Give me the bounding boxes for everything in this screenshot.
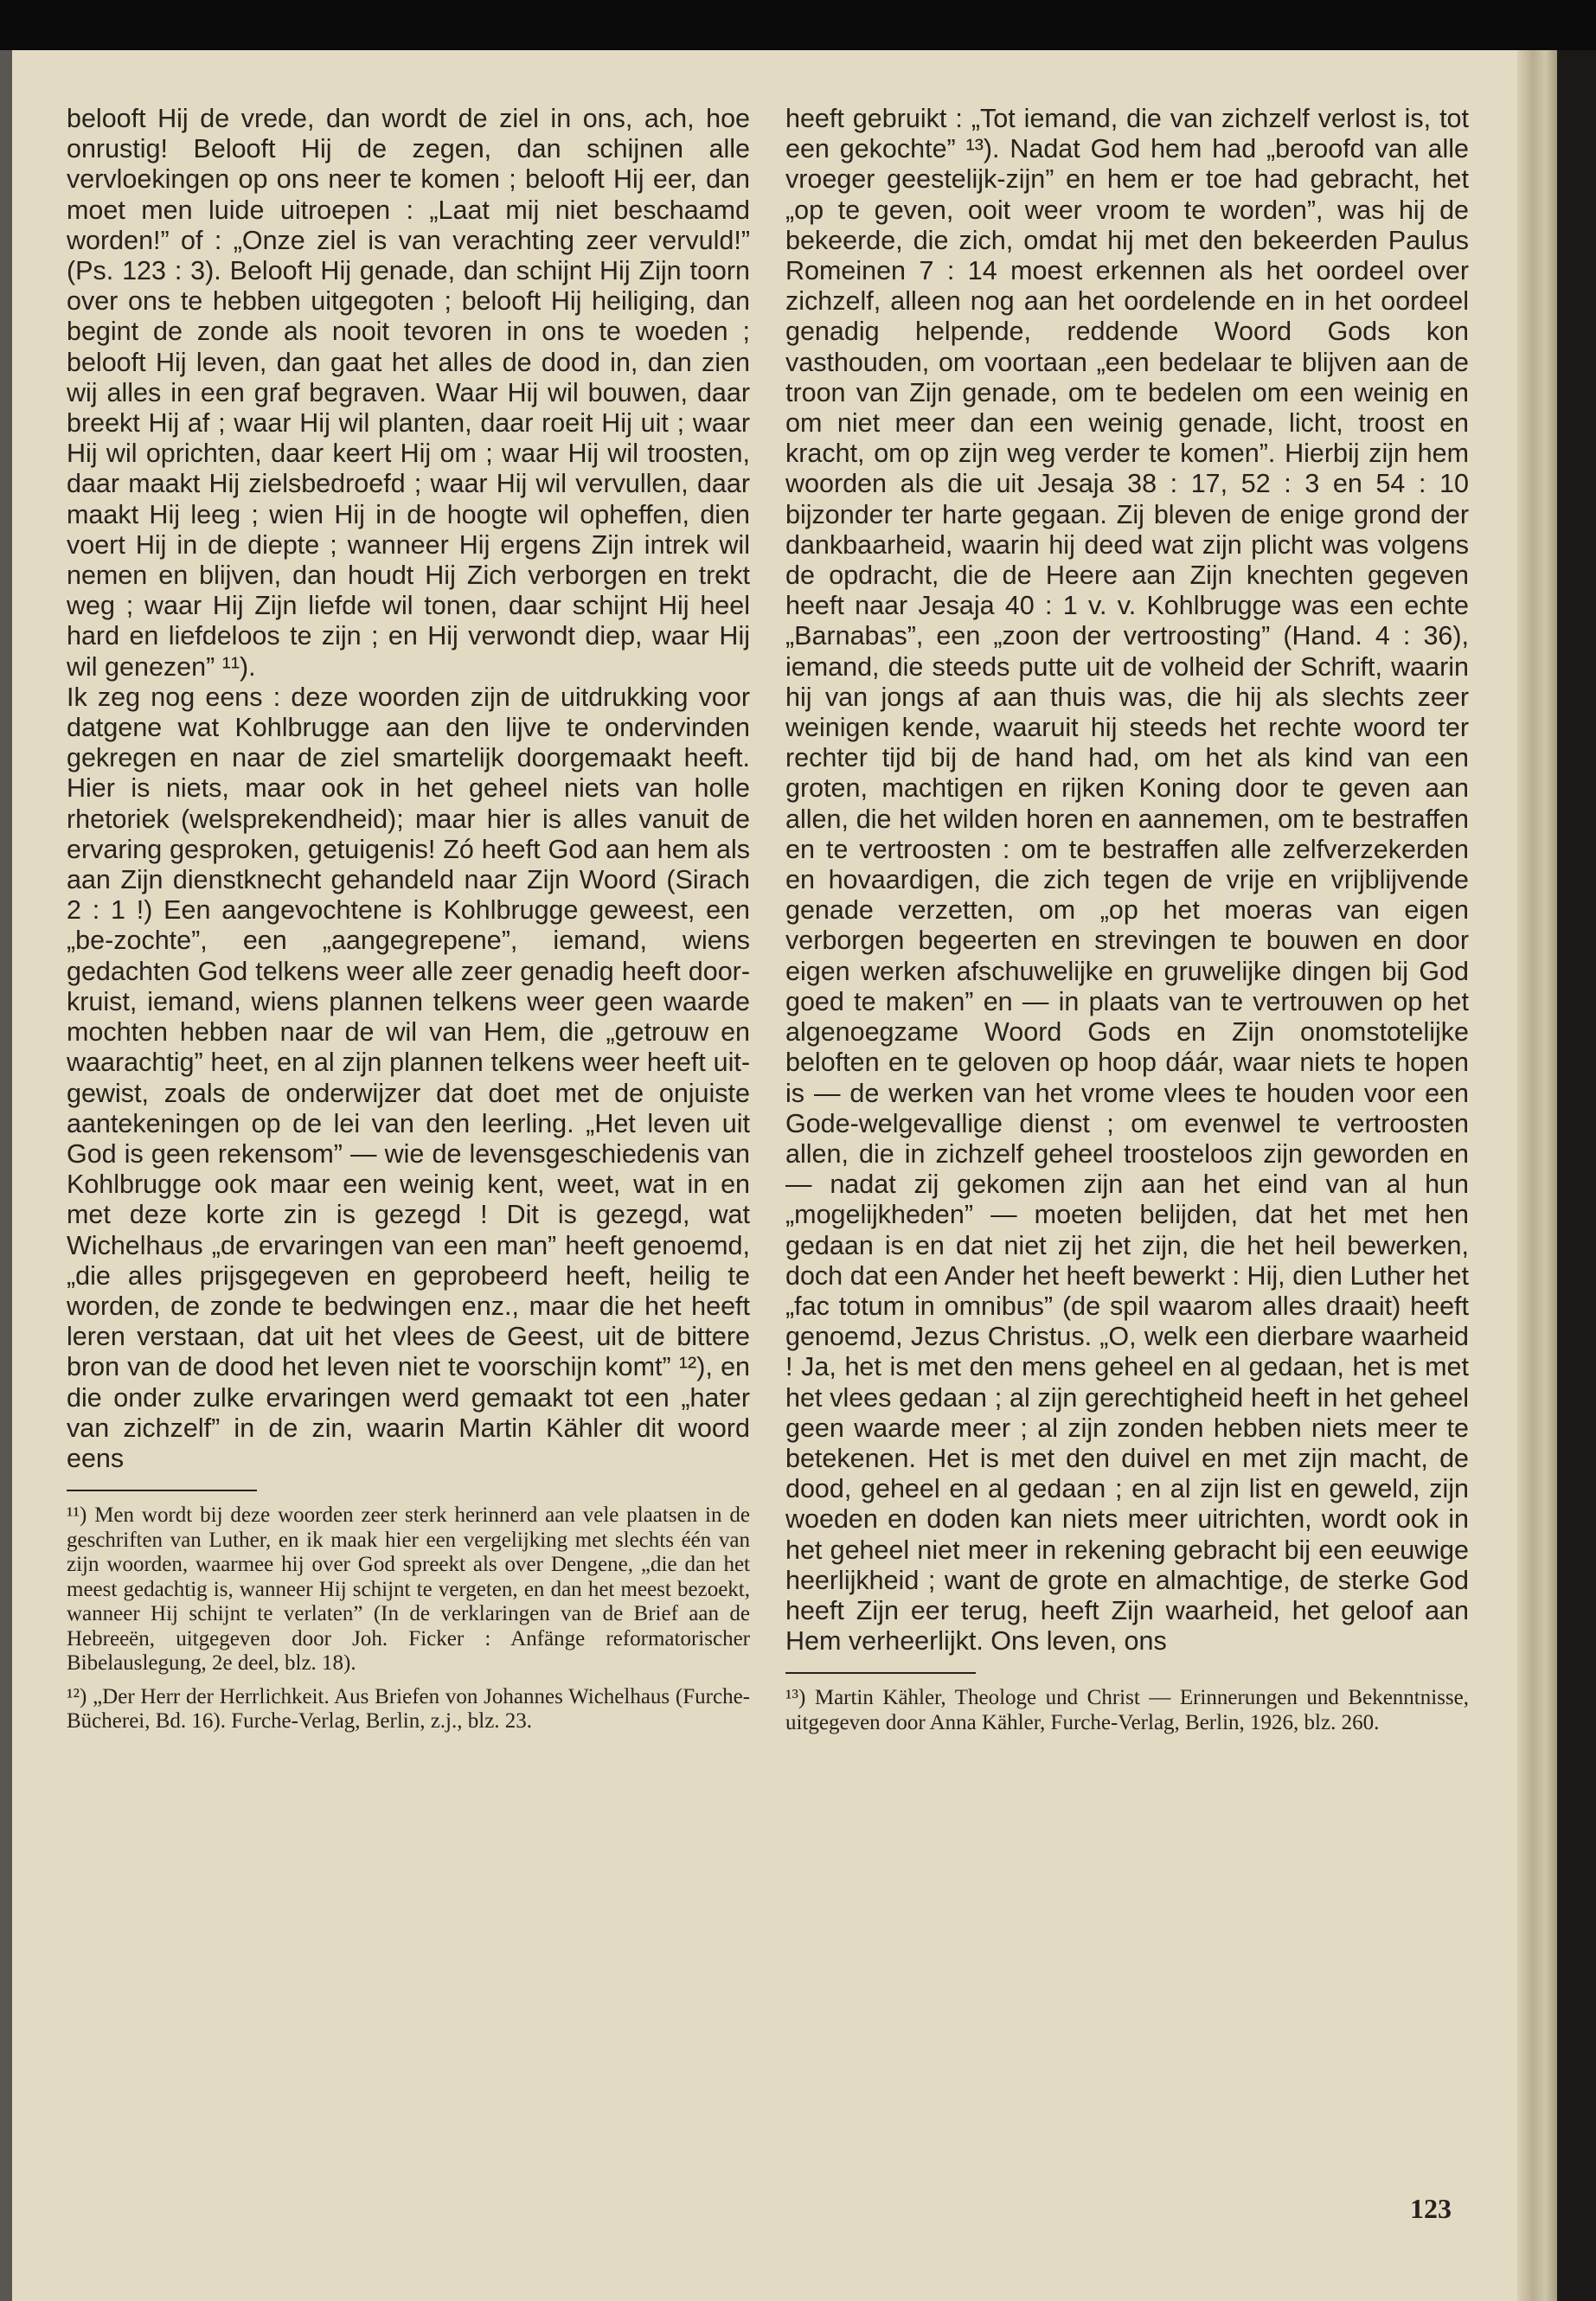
footnote-11: ¹¹) Men wordt bij deze woorden zeer sterk herinnerd aan vele plaatsen in de geschriften van Luther, en ik maak hier een vergelijking met slechts één van zijn woorden, waarmee hij over God spreekt als over Dengene, „die dan het meest gedachtig is, wanneer Hij schijnt te vergeten, en dan het meest bezoekt, wanneer Hij schijnt te verlaten” (In de verklaringen van de Brief aan de Hebreeën, uitgegeven door Joh. Ficker : Anfänge reformatorischer Bibelauslegung, 2e deel, blz. 18). [67,1503,750,1676]
left-paragraph-1: belooft Hij de vrede, dan wordt de ziel in ons, ach, hoe onrustig! Belooft Hij de zegen, dan schijnen alle vervloekingen op ons neer te komen ; belooft Hij eer, dan moet men luide uitroepen : „Laat mij niet beschaamd worden!” of : „Onze ziel is van verachting zeer vervuld!” (Ps. 123 : 3). Belooft Hij genade, dan schijnt Hij Zijn toorn over ons te hebben uitgegoten ; belooft Hij heiliging, dan begint de zonde als nooit tevoren in ons te woeden ; belooft Hij leven, dan gaat het alles de dood in, dan zien wij alles in een graf begraven. Waar Hij wil bouwen, daar breekt Hij af ; waar Hij wil planten, daar roeit Hij uit ; waar Hij wil oprichten, daar keert Hij om ; waar Hij wil troosten, daar maakt Hij zielsbedroefd ; waar Hij wil vervullen, daar maakt Hij leeg ; wien Hij in de hoogte wil opheffen, dien voert Hij in de diepte ; wanneer Hij ergens Zijn intrek wil nemen en blijven, dan houdt Hij Zich verborgen en trekt weg ; waar Hij Zijn liefde wil tonen, daar schijnt Hij heel hard en liefdeloos te zijn ; en Hij verwondt diep, waar Hij wil genezen” ¹¹). [67,104,750,682]
footnote-13: ¹³) Martin Kähler, Theologe und Christ — Erinnerungen und Bekenntnisse, uitgegeven door Anna Kähler, Furche-Verlag, Berlin, 1926, blz. 260. [785,1686,1469,1734]
footnote-separator [785,1672,976,1674]
right-paragraph-1: heeft gebruikt : „Tot iemand, die van zichzelf verlost is, tot een gekochte” ¹³). Nadat God hem had „beroofd van alle vroeger geestelijk-zijn” en hem er toe had gebracht, het „op te geven, ooit weer vroom te worden”, was hij de bekeerde, die zich, omdat hij met den bekeerden Paulus Romeinen 7 : 14 moest erkennen als het oordeel over zichzelf, alleen nog aan het oordelende en in het oordeel genadig helpende, reddende Woord Gods kon vasthouden, om voortaan „een bedelaar te blijven aan de troon van Zijn genade, om te bedelen om een weinig en om niet meer dan een weinig genade, licht, troost en kracht, om op zijn weg verder te komen”. Hierbij zijn hem woorden als die uit Jesaja 38 : 17, 52 : 3 en 54 : 10 bijzonder ter harte gegaan. Zij bleven de enige grond der dankbaarheid, waarin hij deed wat zijn plicht was volgens de opdracht, die de Heere aan Zijn knechten gegeven heeft naar Jesaja 40 : 1 v. v. Kohlbrugge was een echte „Barnabas”, een „zoon der vertroosting” (Hand. 4 : 36), iemand, die steeds putte uit de volheid der Schrift, waarin hij van jongs af aan thuis was, die hij als slechts zeer weinigen kende, waaruit hij steeds het rechte woord ter rechter tijd bij de hand had, om het als kind van een groten, machtigen en rijken Koning door te geven aan allen, die het wilden horen en aannemen, om te bestraffen en te vertroosten : om te bestraffen alle zelfverzekerden en hovaardigen, die zich tegen de vrije en vrijblijvende genade verzetten, om „op het moeras van eigen verborgen begeerten en strevingen te bouwen en door eigen werken afschuwelijke en gruwelijke dingen bij God goed te maken” en — in plaats van te vertrouwen op het algenoegzame Woord Gods en Zijn onomstotelijke beloften en te geloven op hoop dáár, waar niets te hopen is — de werken van het vrome vlees te houden voor een Gode-welgevallige dienst ; om evenwel te vertroosten allen, die in zichzelf geheel troosteloos zijn geworden en — nadat zij gekomen zijn aan het eind van al hun „mogelijkheden” — moeten belijden, dat het met hen gedaan is en dat niet zij het zijn, die het heil bewerken, doch dat een Ander het heeft bewerkt : Hij, dien Luther het „fac totum in omnibus” (de spil waarom alles draait) heeft genoemd, Jezus Christus. „O, welk een dierbare waarheid ! Ja, het is met den mens geheel en al gedaan, het is met het vlees gedaan ; al zijn gerechtigheid heeft in het geheel geen waarde meer ; al zijn zonden hebben niets meer te betekenen. Het is met den duivel en met zijn macht, de dood, geheel en al gedaan ; en al zijn list en geweld, zijn woeden en doden kan niets meer uitrichten, wordt ook in het geheel niet meer in rekening gebracht bij een eeuwige heerlijkheid ; want de grote en almachtige, de sterke God heeft Zijn eer terug, heeft Zijn waarheid, het geloof aan Hem verheerlijkt. Ons leven, ons [785,104,1469,1657]
scan-left-border [0,50,12,2301]
scan-top-border [0,0,1596,50]
footnote-separator [67,1490,257,1491]
left-column [67,104,750,1743]
left-paragraph-2: Ik zeg nog eens : deze woorden zijn de uitdrukking voor datgene wat Kohlbrugge aan den lijve te ondervinden gekregen en naar de ziel smartelijk doorgemaakt heeft. Hier is niets, maar ook in het geheel niets van holle rhetoriek (welsprekendheid); maar hier is alles vanuit de ervaring gesproken, getuigenis! Zó heeft God aan hem als aan Zijn dienstknecht gehandeld naar Zijn Woord (Sirach 2 : 1 !) Een aangevochtene is Kohlbrugge geweest, een „be-zochte”, een „aangegrepene”, iemand, wiens gedachten God telkens weer alle zeer genadig heeft door-kruist, iemand, wiens plannen telkens weer geen waarde mochten hebben naar de wil van Hem, die „getrouw en waarachtig” heet, en al zijn plannen telkens weer heeft uitgewist, zoals de onderwijzer dat doet met de onjuiste aantekeningen op de lei van den leerling. „Het leven uit God is geen rekensom” — wie de levensgeschiedenis van Kohlbrugge ook maar een weinig kent, weet, wat in en met deze korte zin is gezegd ! Dit is gezegd, wat Wichelhaus „de ervaringen van een man” heeft genoemd, „die alles prijsgegeven en geprobeerd heeft, heilig te worden, de zonde te bedwingen enz., maar die het heeft leren verstaan, dat uit het vlees de Geest, uit de bittere bron van de dood het leven niet te voorschijn komt” ¹²), en die onder zulke ervaringen werd gemaakt tot een „hater van zichzelf” in de zin, waarin Martin Kähler dit woord eens [67,682,750,1473]
page-spine-edge [1517,50,1557,2301]
page-number: 123 [1410,2193,1452,2224]
footnote-12: ¹²) „Der Herr der Herrlichkeit. Aus Briefen von Johannes Wichelhaus (Furche-Bücherei, Bd. 16). Furche-Verlag, Berlin, z.j., blz. 23. [67,1684,750,1734]
scan-right-border [1557,50,1596,2301]
right-column [785,104,1469,1744]
